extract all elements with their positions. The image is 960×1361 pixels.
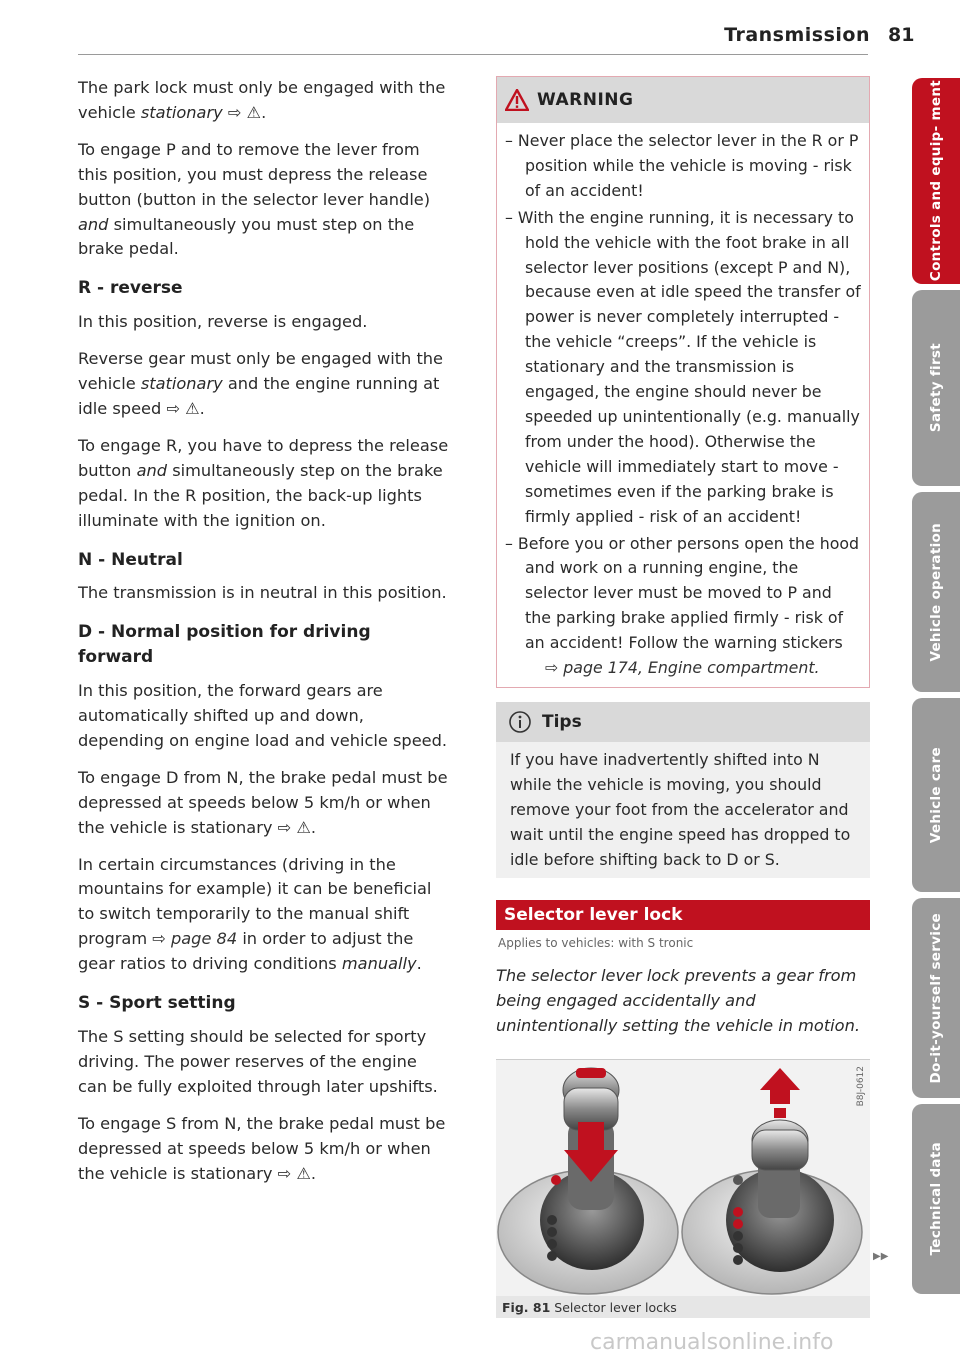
info-icon — [508, 710, 532, 734]
paragraph-manual-program: In certain circumstances (driving in the mountains for example) it can be beneficial to switch temporarily to the manual shift program ⇨ page 84 in order to adjust the gear ratios to driving conditions manually. — [78, 854, 432, 974]
warning-ref[interactable]: ⇨ ⚠. — [277, 817, 316, 837]
heading-drive: D - Normal position for driving forward — [78, 622, 371, 668]
warning-ref[interactable]: ⇨ ⚠. — [277, 1163, 316, 1183]
up-arrow-icon — [760, 1068, 800, 1104]
figure-label: Fig. 81 — [502, 1299, 551, 1315]
tab-safety-first[interactable]: Safety first — [912, 290, 960, 486]
left-column — [78, 76, 450, 1198]
heading-sport: S - Sport setting — [78, 993, 236, 1014]
paragraph-engage-d: To engage D from N, the brake pedal must be depressed at speeds below 5 km/h or when the vehicle is stationary ⇨ ⚠. — [78, 767, 448, 837]
section-heading-selector-lever-lock: Selector lever lock — [496, 900, 870, 930]
watermark: carmanualsonline.info — [590, 1330, 834, 1355]
continue-arrow-icon: ▶▶ — [873, 1251, 889, 1262]
section-intro: The selector lever lock prevents a gear from being engaged accidentally and unintentionally setting the vehicle in motion. — [496, 966, 860, 1036]
tab-do-it-yourself-service[interactable]: Do-it-yourself service — [912, 898, 960, 1098]
applies-to-note: Applies to vehicles: with S tronic — [498, 936, 694, 951]
warning-item: – Before you or other persons open the hood and work on a running engine, the selector lever must be moved to P and the parking brake applied firmly - risk of an accident! Follow the warning stickers ⇨ page 174, Engine compartment. — [505, 533, 860, 678]
warning-item: – Never place the selector lever in the R or P position while the vehicle is moving - risk of an accident! — [505, 131, 859, 200]
page-174-link[interactable]: ⇨ page 174, Engine compartment. — [545, 658, 820, 678]
page-number: 81 — [888, 24, 915, 46]
heading-reverse: R - reverse — [78, 278, 183, 299]
paragraph-engage-s: To engage S from N, the brake pedal must be depressed at speeds below 5 km/h or when the vehicle is stationary ⇨ ⚠. — [78, 1113, 446, 1183]
warning-header — [497, 77, 869, 123]
tips-body: If you have inadvertently shifted into N while the vehicle is moving, you should remove your foot from the accelerator and wait until the engine speed has dropped to idle before shifting back to D or S. — [496, 742, 870, 879]
warning-triangle-icon — [505, 89, 529, 111]
paragraph-reverse-engaged: In this position, reverse is engaged. — [78, 312, 368, 332]
figure-code: B8J-0612 — [856, 1066, 866, 1107]
selector-levers-illustration — [496, 1060, 870, 1296]
tips-title: Tips — [542, 711, 582, 732]
tab-vehicle-operation[interactable]: Vehicle operation — [912, 492, 960, 692]
paragraph-reverse-stationary: Reverse gear must only be engaged with the vehicle stationary and the engine running at idle speed ⇨ ⚠. — [78, 349, 444, 418]
figure-caption — [496, 1296, 870, 1318]
paragraph-engage-p: To engage P and to remove the lever from this position, you must depress the release button (button in the selector lever handle) and simultaneously you must step on the brake pedal. — [78, 139, 431, 259]
tab-vehicle-care[interactable]: Vehicle care — [912, 698, 960, 892]
paragraph-engage-r: To engage R, you have to depress the release button and simultaneously step on the brake pedal. In the R position, the back-up lights illuminate with the ignition on. — [78, 435, 449, 530]
page-84-link[interactable]: ⇨ page 84 — [152, 929, 238, 949]
paragraph-sport: The S setting should be selected for sporty driving. The power reserves of the engine can be fully exploited through later upshifts. — [78, 1027, 438, 1096]
header-divider — [78, 54, 868, 55]
paragraph-drive: In this position, the forward gears are automatically shifted up and down, depending on engine load and vehicle speed. — [78, 681, 448, 750]
figure-caption-text: Selector lever locks — [554, 1299, 677, 1315]
heading-neutral: N - Neutral — [78, 549, 183, 570]
warning-ref[interactable]: ⇨ ⚠. — [227, 102, 267, 122]
warning-ref[interactable]: ⇨ ⚠. — [166, 398, 205, 418]
warning-body — [497, 123, 869, 687]
right-column — [496, 76, 870, 1318]
running-header-title: Transmission — [724, 24, 870, 46]
warning-title: WARNING — [537, 90, 634, 110]
paragraph-neutral: The transmission is in neutral in this position. — [78, 583, 447, 603]
figure-selector-lever-locks — [496, 1059, 870, 1296]
paragraph-park-lock: The park lock must only be engaged with the vehicle stationary ⇨ ⚠. — [78, 78, 446, 122]
warning-box — [496, 76, 870, 688]
tips-header — [496, 702, 870, 742]
tab-technical-data[interactable]: Technical data — [912, 1104, 960, 1294]
tab-controls-and-equipment[interactable]: Controls and equip- ment — [912, 78, 960, 284]
warning-item: – With the engine running, it is necessary to hold the vehicle with the foot brake in all selector lever positions (except P and N), because even at idle speed the transfer of power is never completely interrupted - the vehicle “creeps”. If the vehicle is stationary and the transmission is engaged, the engine should never be speeded up unintentionally (e.g. manually from under the hood). Otherwise the vehicle will immediately start to move - sometimes even if the parking brake is firmly applied - risk of an accident! — [505, 207, 861, 526]
